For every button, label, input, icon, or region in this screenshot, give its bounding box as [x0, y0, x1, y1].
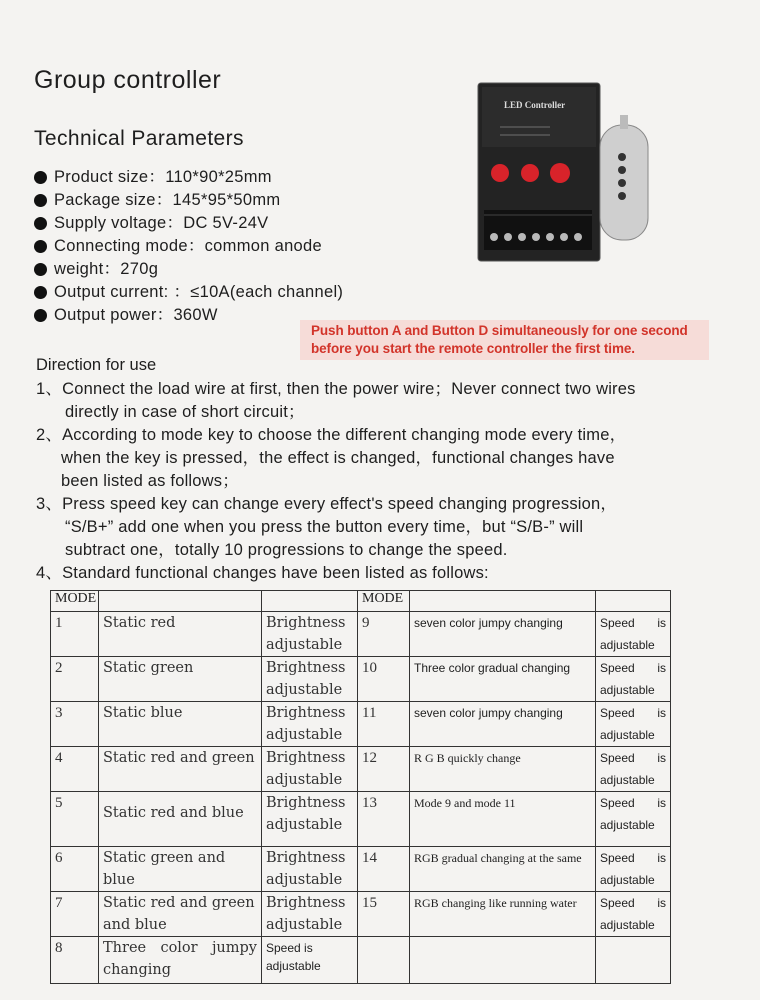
adjust-text: is [657, 896, 666, 910]
table-row [51, 792, 671, 847]
adjust-text: Brightness [266, 895, 346, 911]
mode-number: 6 [51, 847, 99, 892]
mode-adjustment [596, 792, 671, 847]
mode-number: 14 [358, 847, 410, 892]
mode-description [410, 937, 596, 984]
adjust-text: Brightness [266, 660, 346, 676]
adjust-text: is [657, 706, 666, 720]
parameter-item [34, 281, 343, 304]
table-header-row [51, 591, 671, 612]
bullet-icon [34, 240, 47, 253]
mode-number: 8 [51, 937, 99, 984]
mode-description: Static blue [99, 702, 262, 747]
controller-label: LED Controller [504, 100, 566, 110]
adjust-text: adjustable [600, 918, 655, 932]
mode-number: 7 [51, 892, 99, 937]
parameter-item [34, 258, 343, 281]
adjust-text: Brightness [266, 705, 346, 721]
adjust-text: Speed is [266, 941, 313, 955]
mode-description: seven color jumpy changing [410, 702, 596, 747]
header-cell: MODE [358, 591, 410, 612]
mode-adjustment [262, 847, 358, 892]
table-row [51, 937, 671, 984]
mode-description: Static red and green [99, 747, 262, 792]
section-title: Technical Parameters [34, 127, 244, 150]
mode-button-c [550, 163, 570, 183]
mode-adjustment [262, 657, 358, 702]
mode-description: RGB gradual changing at the same [410, 847, 596, 892]
direction-line: when the key is pressed，the effect is changed，functional changes have [61, 449, 615, 467]
direction-line: “S/B+” add one when you press the button every time，but “S/B-” will [65, 518, 584, 536]
adjust-text: is [657, 751, 666, 765]
header-cell [596, 591, 671, 612]
page-title: Group controller [34, 66, 222, 94]
bullet-icon [34, 286, 47, 299]
parameter-text: weight：270g [54, 260, 159, 278]
table-row [51, 657, 671, 702]
adjust-text: adjustable [266, 917, 343, 933]
adjust-text: adjustable [600, 818, 655, 832]
table-row [51, 702, 671, 747]
mode-adjustment [596, 892, 671, 937]
mode-adjustment [262, 792, 358, 847]
mode-adjustment [262, 892, 358, 937]
mode-description: Static green and blue [99, 847, 262, 892]
mode-number: 2 [51, 657, 99, 702]
table-row [51, 747, 671, 792]
mode-number: 11 [358, 702, 410, 747]
mode-number: 15 [358, 892, 410, 937]
notice-line: Push button A and Button D simultaneously for one second [311, 323, 688, 338]
mode-number: 12 [358, 747, 410, 792]
adjust-text: is [657, 851, 666, 865]
mode-number: 1 [51, 612, 99, 657]
adjust-text: adjustable [600, 728, 655, 742]
adjust-text: Speed [600, 751, 635, 765]
mode-description: seven color jumpy changing [410, 612, 596, 657]
adjust-text: Speed [600, 896, 635, 910]
mode-description: Three color gradual changing [410, 657, 596, 702]
adjust-text: Speed [600, 796, 635, 810]
direction-line: 4、Standard functional changes have been listed as follows: [36, 564, 489, 582]
adjust-text: adjustable [600, 773, 655, 787]
adjust-text: Speed [600, 851, 635, 865]
mode-adjustment [596, 702, 671, 747]
adjust-text: Speed [600, 616, 635, 630]
parameter-item [34, 304, 343, 327]
mode-adjustment [262, 612, 358, 657]
directions-title: Direction for use [36, 356, 157, 374]
direction-line: directly in case of short circuit； [65, 403, 305, 421]
mode-description: R G B quickly change [410, 747, 596, 792]
direction-item [36, 562, 736, 585]
bullet-icon [34, 217, 47, 230]
header-cell [262, 591, 358, 612]
controller-photo [470, 75, 670, 270]
mode-number: 13 [358, 792, 410, 847]
mode-number: 3 [51, 702, 99, 747]
adjust-text: Brightness [266, 750, 346, 766]
adjust-text: Brightness [266, 615, 346, 631]
adjust-text: adjustable [266, 637, 343, 653]
adjust-text: adjustable [600, 638, 655, 652]
parameter-list [34, 166, 343, 327]
adjust-text: adjustable [266, 817, 343, 833]
direction-line: 1、Connect the load wire at first, then the power wire；Never connect two wires [36, 380, 636, 398]
table-row [51, 892, 671, 937]
mode-number: 5 [51, 792, 99, 847]
directions-list [36, 378, 736, 585]
parameter-text: Connecting mode：common anode [54, 237, 322, 255]
bullet-icon [34, 171, 47, 184]
mode-adjustment [596, 747, 671, 792]
mode-adjustment [262, 702, 358, 747]
direction-line: subtract one，totally 10 progressions to change the speed. [65, 541, 508, 559]
mode-button-b [521, 164, 539, 182]
parameter-text: Output current: ：≤10A(each channel) [54, 283, 344, 301]
parameter-text: Package size：145*95*50mm [54, 191, 281, 209]
bullet-icon [34, 194, 47, 207]
adjust-text: is [657, 796, 666, 810]
mode-adjustment [262, 937, 358, 984]
adjust-text: adjustable [600, 683, 655, 697]
adjust-text: adjustable [266, 682, 343, 698]
mode-number: 10 [358, 657, 410, 702]
mode-description: Three color jumpy changing [99, 937, 262, 984]
terminal-block [484, 210, 592, 250]
parameter-text: Output power：360W [54, 306, 218, 324]
bullet-icon [34, 309, 47, 322]
adjust-text: Speed [600, 706, 635, 720]
parameter-text: Product size：110*90*25mm [54, 168, 272, 186]
mode-description: Static red and green and blue [99, 892, 262, 937]
parameter-item [34, 212, 343, 235]
adjust-text: adjustable [600, 873, 655, 887]
direction-line: been listed as follows； [61, 472, 239, 490]
mode-button-a [491, 164, 509, 182]
parameter-item [34, 189, 343, 212]
mode-number [358, 937, 410, 984]
mode-adjustment [596, 937, 671, 984]
adjust-text: Brightness [266, 795, 346, 811]
mode-adjustment [262, 747, 358, 792]
adjust-text: is [657, 616, 666, 630]
mode-description: Mode 9 and mode 11 [410, 792, 596, 847]
direction-item [36, 493, 736, 562]
mode-adjustment [596, 657, 671, 702]
adjust-text: adjustable [266, 959, 321, 973]
header-cell [410, 591, 596, 612]
bullet-icon [34, 263, 47, 276]
direction-item [36, 378, 736, 424]
mode-table [50, 590, 671, 984]
adjust-text: Speed [600, 661, 635, 675]
mode-description: RGB changing like running water [410, 892, 596, 937]
parameter-item [34, 166, 343, 189]
mode-description: Static red [99, 612, 262, 657]
header-cell [99, 591, 262, 612]
adjust-text: is [657, 661, 666, 675]
direction-item [36, 424, 736, 493]
mode-description: Static green [99, 657, 262, 702]
mode-description: Static red and blue [99, 792, 262, 847]
parameter-text: Supply voltage：DC 5V-24V [54, 214, 269, 232]
mode-number: 4 [51, 747, 99, 792]
table-row [51, 612, 671, 657]
mode-adjustment [596, 847, 671, 892]
mode-adjustment [596, 612, 671, 657]
notice-box [300, 320, 709, 360]
adjust-text: adjustable [266, 872, 343, 888]
header-cell: MODE [51, 591, 99, 612]
direction-line: 2、According to mode key to choose the different changing mode every time， [36, 426, 627, 444]
adjust-text: Brightness [266, 850, 346, 866]
notice-line: before you start the remote controller the first time. [311, 341, 635, 356]
direction-line: 3、Press speed key can change every effect's speed changing progression， [36, 495, 618, 513]
table-row [51, 847, 671, 892]
adjust-text: adjustable [266, 772, 343, 788]
parameter-item [34, 235, 343, 258]
adjust-text: adjustable [266, 727, 343, 743]
mode-number: 9 [358, 612, 410, 657]
